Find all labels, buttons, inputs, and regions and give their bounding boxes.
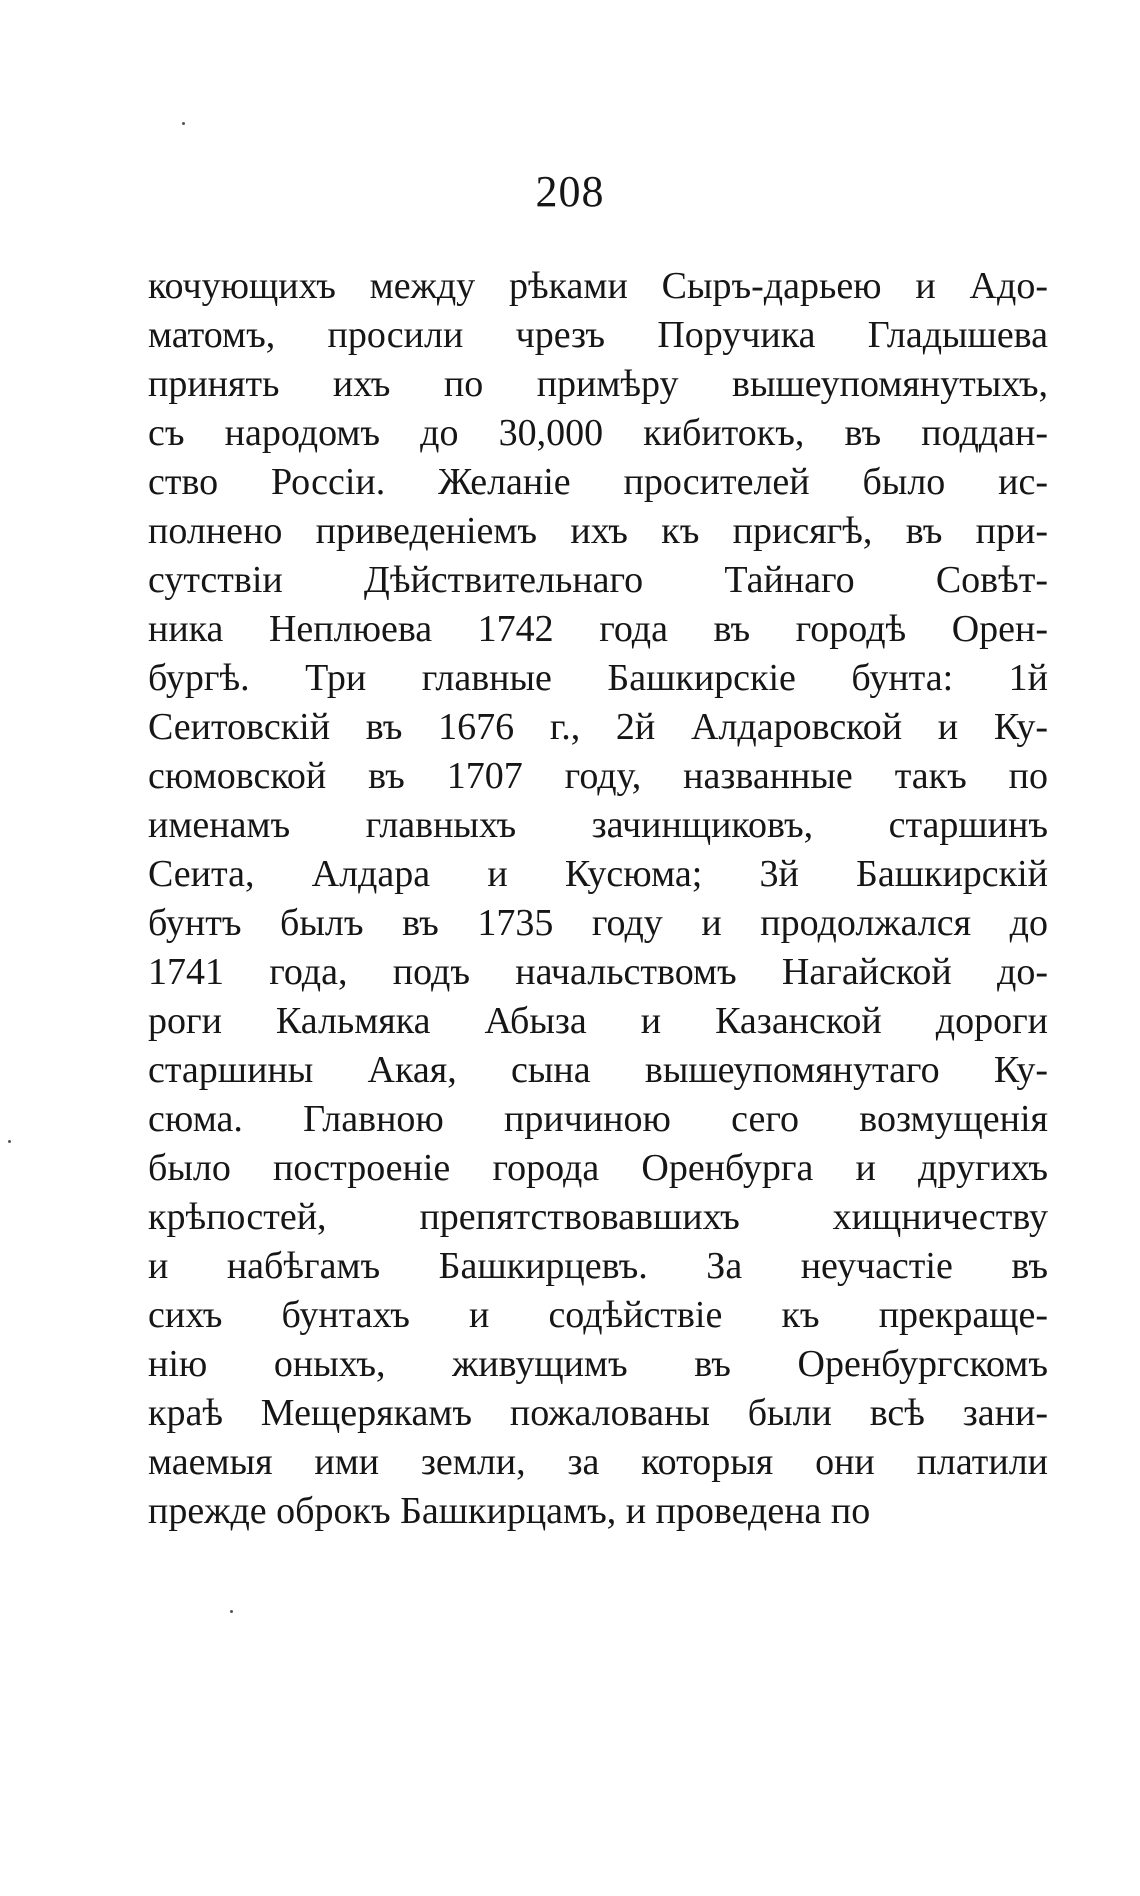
text-line: нію оныхъ, живущимъ въ Оренбургскомъ (148, 1343, 1048, 1385)
text-line: бунтъ былъ въ 1735 году и продолжался до (148, 902, 1048, 944)
text-line: и набѣгамъ Башкирцевъ. За неучастіе въ (148, 1245, 1048, 1287)
text-line: сихъ бунтахъ и содѣйствіе къ прекраще- (148, 1294, 1048, 1336)
scan-speck (182, 122, 185, 125)
text-line: крѣпостей, препятствовавшихъ хищничеству (148, 1196, 1048, 1238)
text-line: полнено приведеніемъ ихъ къ присягѣ, въ при- (148, 510, 1048, 552)
text-line: принять ихъ по примѣру вышеупомянутыхъ, (148, 363, 1048, 405)
text-line: было построеніе города Оренбурга и другихъ (148, 1147, 1048, 1189)
text-line: прежде оброкъ Башкирцамъ, и проведена по (148, 1490, 871, 1532)
text-line: сюма. Главною причиною сего возмущенія (148, 1098, 1048, 1140)
text-line: маемыя ими земли, за которыя они платили (148, 1441, 1048, 1483)
text-line: 1741 года, подъ начальствомъ Нагайской до- (148, 951, 1048, 993)
text-line: ника Неплюева 1742 года въ городѣ Орен- (148, 608, 1048, 650)
text-line: сутствіи Дѣйствительнаго Тайнаго Совѣт- (148, 559, 1048, 601)
text-line: Сеитовскій въ 1676 г., 2й Алдаровской и Ку- (148, 706, 1048, 748)
text-line: сюмовской въ 1707 году, названные такъ по (148, 755, 1048, 797)
text-line: бургѣ. Три главные Башкирскіе бунта: 1й (148, 657, 1048, 699)
scan-speck (8, 1140, 11, 1143)
text-line: старшины Акая, сына вышеупомянутаго Ку- (148, 1049, 1048, 1091)
text-line: ство Россіи. Желаніе просителей было ис- (148, 461, 1048, 503)
text-line: Сеита, Алдара и Кусюма; 3й Башкирскій (148, 853, 1048, 895)
text-line: краѣ Мещерякамъ пожалованы были всѣ зани- (148, 1392, 1048, 1434)
text-line: роги Кальмяка Абыза и Казанской дороги (148, 1000, 1048, 1042)
text-line: матомъ, просили чрезъ Поручика Гладышева (148, 314, 1048, 356)
text-line: кочующихъ между рѣками Сыръ-дарьею и Адо- (148, 265, 1048, 307)
scan-speck (230, 1610, 233, 1613)
page-number: 208 (535, 167, 605, 216)
text-line: съ народомъ до 30,000 кибитокъ, въ поддан- (148, 412, 1048, 454)
text-line: именамъ главныхъ зачинщиковъ, старшинъ (148, 804, 1048, 846)
body-text (148, 262, 1048, 1536)
